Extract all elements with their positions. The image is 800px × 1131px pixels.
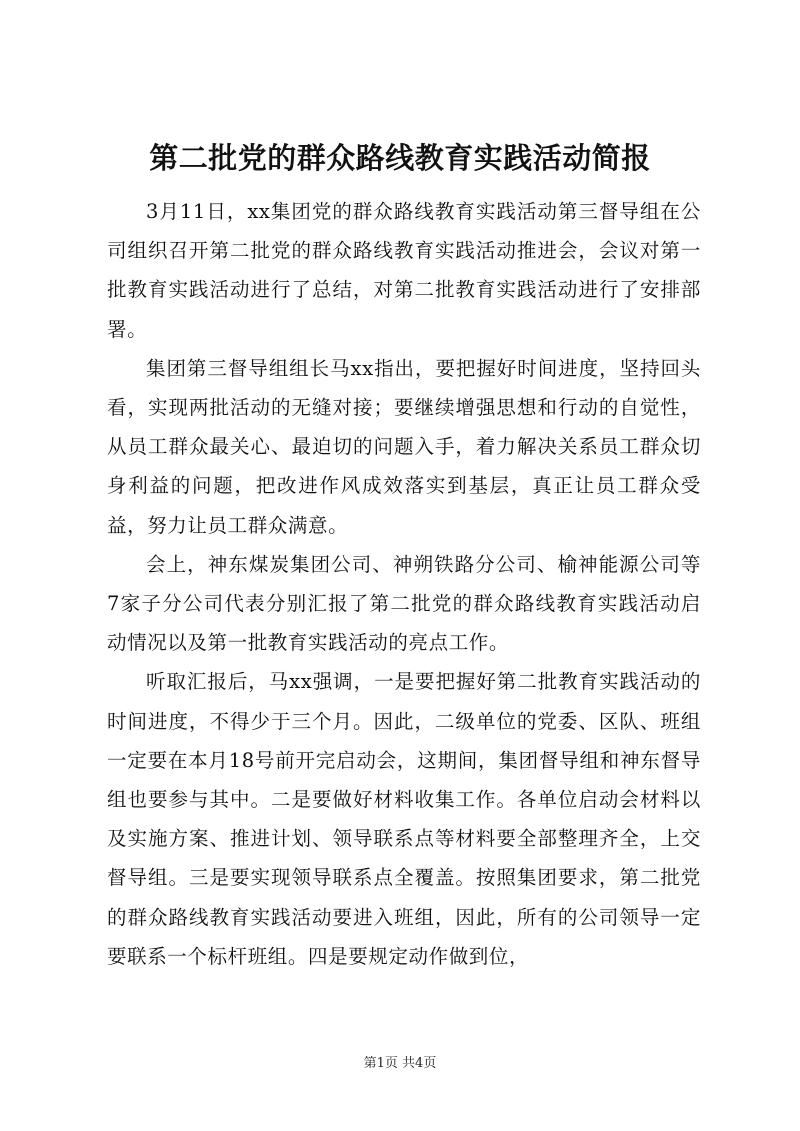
paragraph-3: 会上，神东煤炭集团公司、神朔铁路分公司、榆神能源公司等7家子分公司代表分别汇报了第二批党的群众路线教育实践活动启动情况以及第一批教育实践活动的亮点工作。 bbox=[107, 552, 701, 655]
document-body bbox=[107, 192, 701, 976]
document-title: 第二批党的群众路线教育实践活动简报 bbox=[149, 141, 651, 175]
page-number-footer: 第1页 共4页 bbox=[363, 1056, 437, 1071]
paragraph-4: 听取汇报后，马xx强调，一是要把握好第二批教育实践活动的时间进度，不得少于三个月。因此，二级单位的党委、区队、班组一定要在本月18号前开完启动会，这期间，集团督导组和神东督导组也要参与其中。二是要做好材料收集工作。各单位启动会材料以及实施方案、推进计划、领导联系点等材料要全部整理齐全，上交督导组。三是要实现领导联系点全覆盖。按照集团要求，第二批党的群众路线教育实践活动要进入班组，因此，所有的公司领导一定要联系一个标杆班组。四是要规定动作做到位， bbox=[107, 670, 701, 968]
paragraph-2: 集团第三督导组组长马xx指出，要把握好时间进度，坚持回头看，实现两批活动的无缝对接；要继续增强思想和行动的自觉性，从员工群众最关心、最迫切的问题入手，着力解决关系员工群众切身利益的问题，把改进作风成效落实到基层，真正让员工群众受益，努力让员工群众满意。 bbox=[107, 356, 701, 537]
paragraph-1: 3月11日，xx集团党的群众路线教育实践活动第三督导组在公司组织召开第二批党的群众路线教育实践活动推进会，会议对第一批教育实践活动进行了总结，对第二批教育实践活动进行了安排部署。 bbox=[107, 200, 701, 341]
